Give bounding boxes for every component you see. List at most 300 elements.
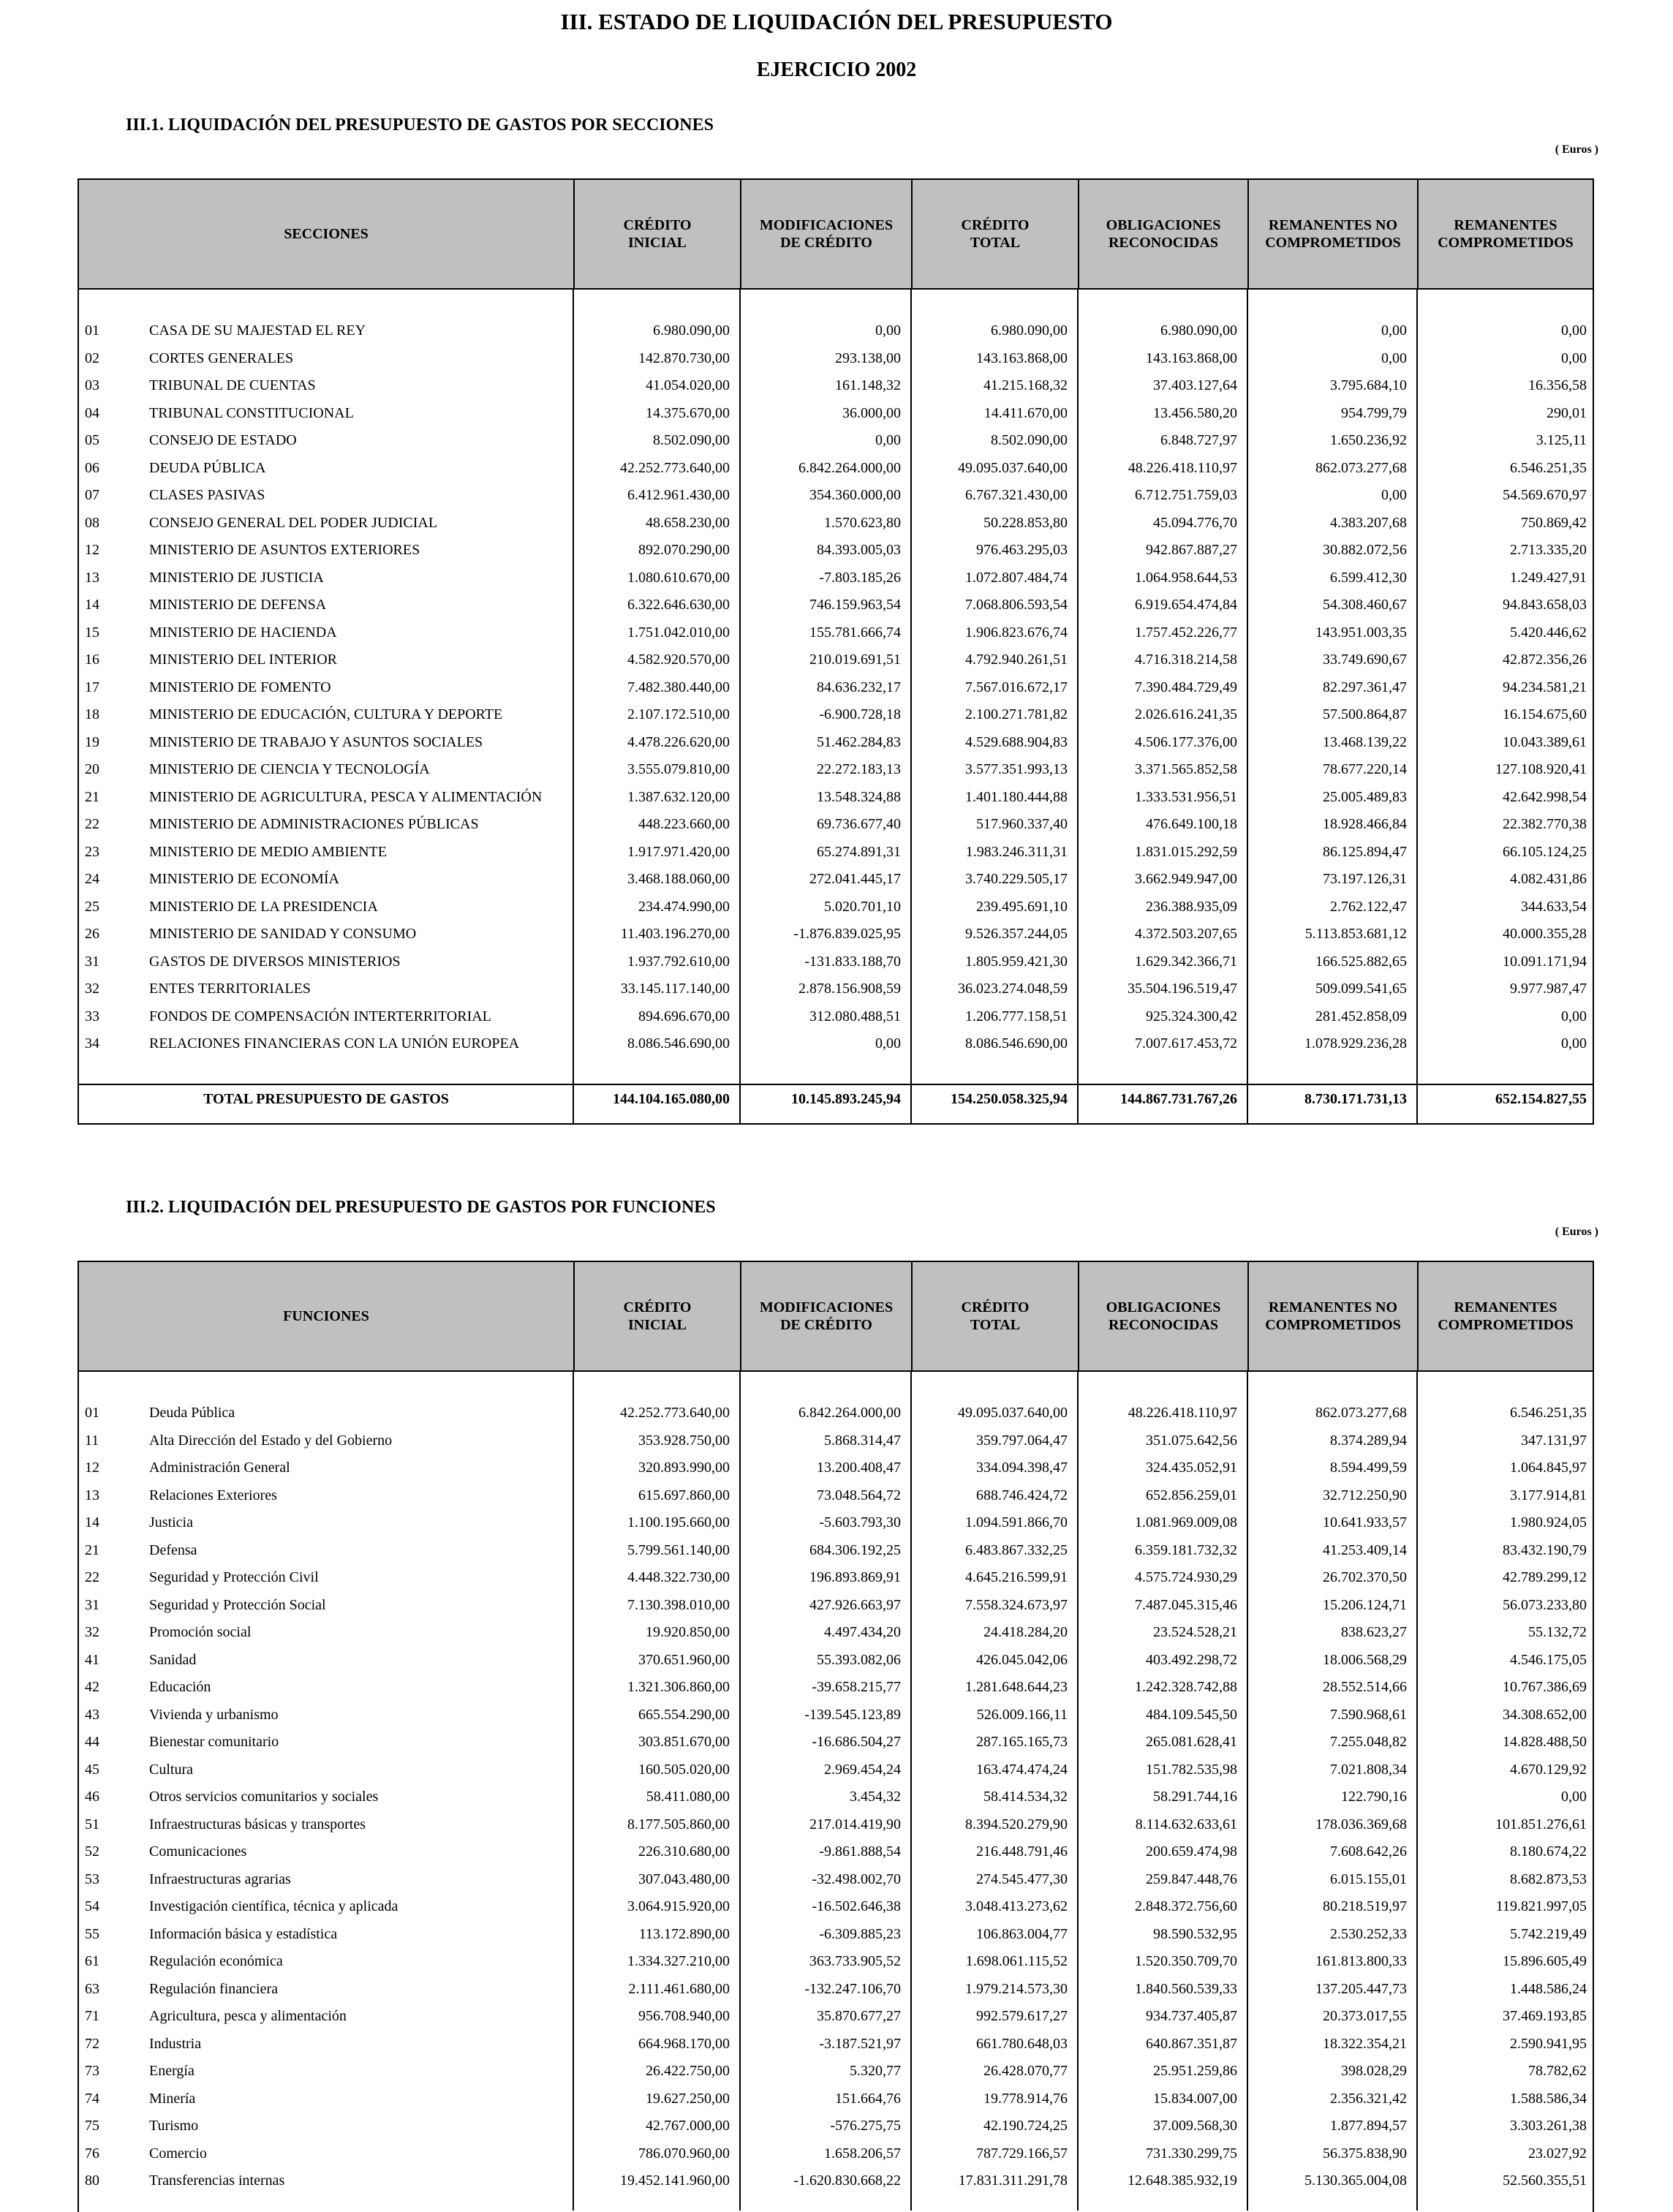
row-value: 58.291.744,16 — [1153, 1789, 1237, 1805]
column-header: CRÉDITO INICIAL — [573, 1262, 740, 1370]
row-value: 0,00 — [1561, 1035, 1587, 1052]
row-value: 69.736.677,40 — [817, 816, 901, 832]
row-value: 7.590.968,61 — [1330, 1706, 1407, 1723]
row-value: 14.828.488,50 — [1503, 1734, 1587, 1750]
row-value: 4.448.322.730,00 — [627, 1569, 730, 1585]
row-value: 398.028,29 — [1341, 2063, 1407, 2079]
row-value: 8.086.546.690,00 — [965, 1035, 1068, 1052]
row-value: 8.086.546.690,00 — [627, 1035, 730, 1052]
row-code: 43 — [85, 1706, 99, 1723]
row-value: 1.751.042.010,00 — [627, 624, 730, 641]
row-value: 143.951.003,35 — [1315, 624, 1407, 641]
row-name: MINISTERIO DE FOMENTO — [149, 679, 331, 695]
table-row — [79, 540, 1593, 567]
row-value: -3.187.521,97 — [819, 2035, 901, 2052]
row-value: 41.054.020,00 — [646, 377, 730, 393]
row-value: 10.043.389,61 — [1503, 733, 1587, 750]
row-value: 142.870.730,00 — [638, 350, 730, 366]
row-value: 259.847.448,76 — [1146, 1871, 1237, 1887]
row-value: 347.131,97 — [1521, 1432, 1587, 1449]
row-value: 1.831.015.292,59 — [1135, 843, 1237, 860]
row-value: 5.420.446,62 — [1510, 624, 1587, 641]
row-value: 6.842.264.000,00 — [798, 1405, 901, 1421]
row-code: 74 — [85, 2090, 99, 2107]
table-row — [79, 567, 1593, 595]
row-value: 30.882.072,56 — [1323, 542, 1407, 558]
row-value: 55.132,72 — [1528, 1624, 1587, 1640]
table-row — [79, 2170, 1593, 2198]
row-code: 13 — [85, 1487, 99, 1503]
row-value: 18.928.466,84 — [1323, 816, 1407, 832]
row-value: 33.145.117.140,00 — [620, 981, 730, 997]
row-value: 42.252.773.640,00 — [620, 1405, 730, 1421]
row-value: 954.799,79 — [1341, 404, 1407, 421]
row-value: 307.043.480,00 — [638, 1871, 730, 1887]
table-row — [79, 1979, 1593, 2007]
row-value: 2.878.156.908,59 — [798, 981, 901, 997]
row-value: 36.000,00 — [842, 404, 901, 421]
row-value: 787.729.166,57 — [976, 2145, 1068, 2162]
section1-units: ( Euros ) — [1555, 143, 1598, 156]
table-row — [79, 951, 1593, 979]
row-value: 9.977.987,47 — [1510, 981, 1587, 997]
row-value: 13.548.324,88 — [817, 788, 901, 805]
row-value: 6.919.654.474,84 — [1135, 597, 1237, 613]
row-value: 3.795.684,10 — [1330, 377, 1407, 393]
row-value: 1.906.823.676,74 — [965, 624, 1068, 641]
row-value: 4.716.318.214,58 — [1135, 652, 1237, 668]
row-name: MINISTERIO DE JUSTICIA — [149, 569, 324, 586]
row-value: 8.177.505.860,00 — [627, 1816, 730, 1832]
row-value: 4.529.688.904,83 — [965, 733, 1068, 750]
row-value: 216.448.791,46 — [976, 1843, 1068, 1860]
row-name: Justicia — [149, 1514, 193, 1530]
row-value: 1.448.586,24 — [1510, 1980, 1587, 1997]
row-value: 25.005.489,83 — [1323, 788, 1407, 805]
row-value: 3.371.565.852,58 — [1135, 761, 1237, 777]
row-value: 517.960.337,40 — [976, 816, 1068, 832]
row-value: 324.435.052,91 — [1146, 1460, 1237, 1476]
row-value: 161.813.800,33 — [1315, 1953, 1407, 1969]
row-value: 0,00 — [875, 432, 901, 448]
row-value: 10.641.933,57 — [1323, 1514, 1407, 1530]
row-value: 3.064.915.920,00 — [627, 1898, 730, 1914]
row-value: 151.664,76 — [835, 2090, 901, 2107]
row-value: 0,00 — [875, 322, 901, 339]
row-name: Alta Dirección del Estado y del Gobierno — [149, 1432, 393, 1449]
row-value: 7.390.484.729,49 — [1135, 679, 1237, 695]
table-row — [79, 2034, 1593, 2061]
row-value: 4.478.226.620,00 — [627, 733, 730, 750]
row-value: 26.702.370,50 — [1323, 1569, 1407, 1585]
row-value: 16.356,58 — [1528, 377, 1587, 393]
table-row — [79, 1650, 1593, 1677]
row-value: 0,00 — [1561, 350, 1587, 366]
row-value: 56.073.233,80 — [1503, 1596, 1587, 1613]
table-row — [79, 2115, 1593, 2143]
column-header: MODIFICACIONES DE CRÉDITO — [740, 180, 911, 288]
row-value: 1.570.623,80 — [824, 514, 901, 531]
row-value: 293.138,00 — [835, 350, 901, 366]
row-value: 42.642.998,54 — [1503, 788, 1587, 805]
row-value: 7.482.380.440,00 — [627, 679, 730, 695]
row-code: 04 — [85, 404, 99, 421]
row-name: Relaciones Exteriores — [149, 1487, 277, 1503]
row-code: 54 — [85, 1898, 99, 1914]
row-value: 0,00 — [1561, 1008, 1587, 1024]
row-value: 1.877.894,57 — [1330, 2118, 1407, 2134]
row-name: Comunicaciones — [149, 1843, 247, 1860]
row-code: 14 — [85, 1514, 99, 1530]
row-value: 1.100.195.660,00 — [627, 1514, 730, 1530]
row-value: 42.190.724,25 — [983, 2118, 1068, 2134]
row-code: 06 — [85, 459, 99, 476]
row-name: CORTES GENERALES — [149, 350, 294, 366]
row-name: Deuda Pública — [149, 1405, 235, 1421]
row-value: 894.696.670,00 — [638, 1008, 730, 1024]
row-code: 18 — [85, 706, 99, 722]
table-row — [79, 1705, 1593, 1732]
row-value: 73.048.564,72 — [817, 1487, 901, 1503]
row-value: 1.321.306.860,00 — [627, 1679, 730, 1695]
row-code: 22 — [85, 816, 99, 832]
row-value: 363.733.905,52 — [809, 1953, 901, 1969]
row-name: Turismo — [149, 2118, 199, 2134]
row-value: 155.781.666,74 — [809, 624, 901, 641]
row-value: 84.636.232,17 — [817, 679, 901, 695]
row-name: MINISTERIO DE AGRICULTURA, PESCA Y ALIMENTACIÓN — [149, 788, 543, 805]
row-value: 2.107.172.510,00 — [627, 706, 730, 722]
row-value: 1.064.845,97 — [1510, 1460, 1587, 1476]
row-code: 21 — [85, 788, 99, 805]
row-value: 661.780.648,03 — [976, 2035, 1068, 2052]
document-subtitle: EJERCICIO 2002 — [756, 58, 917, 81]
row-name: Industria — [149, 2035, 202, 2052]
row-value: 4.582.920.570,00 — [627, 652, 730, 668]
row-value: 45.094.776,70 — [1153, 514, 1237, 531]
row-value: 303.851.670,00 — [638, 1734, 730, 1750]
table-row — [79, 1814, 1593, 1842]
row-name: FONDOS DE COMPENSACIÓN INTERTERRITORIAL — [149, 1008, 491, 1024]
row-name: Defensa — [149, 1541, 197, 1558]
row-name: Seguridad y Protección Social — [149, 1596, 326, 1613]
row-value: 1.629.342.366,71 — [1135, 953, 1237, 970]
row-value: 14.411.670,00 — [983, 404, 1068, 421]
table-row — [79, 869, 1593, 896]
row-value: 78.782,62 — [1528, 2063, 1587, 2079]
table-row — [79, 1677, 1593, 1705]
table-row — [79, 2088, 1593, 2116]
row-name: TRIBUNAL DE CUENTAS — [149, 377, 316, 393]
row-value: 1.650.236,92 — [1330, 432, 1407, 448]
row-code: 31 — [85, 1596, 99, 1613]
row-value: 6.842.264.000,00 — [798, 459, 901, 476]
row-value: 58.414.534,32 — [983, 1789, 1068, 1805]
row-value: 234.474.990,00 — [638, 898, 730, 915]
row-value: 862.073.277,68 — [1315, 1405, 1407, 1421]
row-name: MINISTERIO DE EDUCACIÓN, CULTURA Y DEPORTE — [149, 706, 503, 722]
row-value: 65.274.891,31 — [817, 843, 901, 860]
column-header: REMANENTES NO COMPROMETIDOS — [1247, 180, 1417, 288]
row-value: 1.206.777.158,51 — [965, 1008, 1068, 1024]
row-value: 19.920.850,00 — [646, 1624, 730, 1640]
table-row — [79, 485, 1593, 513]
row-value: 217.014.419,90 — [809, 1816, 901, 1832]
row-value: 210.019.691,51 — [809, 652, 901, 668]
row-code: 12 — [85, 542, 99, 558]
row-value: 6.712.751.759,03 — [1135, 487, 1237, 503]
row-value: 1.698.061.115,52 — [965, 1953, 1068, 1969]
row-value: 8.180.674,22 — [1510, 1843, 1587, 1860]
row-name: MINISTERIO DE SANIDAD Y CONSUMO — [149, 926, 417, 942]
table-row — [79, 1951, 1593, 1979]
row-value: 14.375.670,00 — [646, 404, 730, 421]
row-name: ENTES TERRITORIALES — [149, 981, 311, 997]
row-value: 509.099.541,65 — [1315, 981, 1407, 997]
row-name: CONSEJO DE ESTADO — [149, 432, 297, 448]
row-value: 196.893.869,91 — [809, 1569, 901, 1585]
row-value: 1.979.214.573,30 — [965, 1980, 1068, 1997]
row-value: 615.697.860,00 — [638, 1487, 730, 1503]
row-value: 98.590.532,95 — [1153, 1925, 1237, 1942]
row-code: 22 — [85, 1569, 99, 1585]
row-code: 05 — [85, 432, 99, 448]
row-value: -5.603.793,30 — [819, 1514, 901, 1530]
row-code: 61 — [85, 1953, 99, 1969]
row-value: 1.658.206,57 — [824, 2145, 901, 2162]
row-value: 354.360.000,00 — [809, 487, 901, 503]
row-name: Transferencias internas — [149, 2173, 285, 2189]
column-header: SECCIONES — [284, 226, 369, 242]
row-value: -576.275,75 — [830, 2118, 901, 2134]
row-value: 351.075.642,56 — [1146, 1432, 1237, 1449]
row-name: Sanidad — [149, 1651, 197, 1668]
row-value: 54.569.670,97 — [1503, 487, 1587, 503]
row-value: 143.163.868,00 — [976, 350, 1068, 366]
row-value: 18.322.354,21 — [1323, 2035, 1407, 2052]
row-code: 03 — [85, 377, 99, 393]
row-value: 7.558.324.673,97 — [965, 1596, 1068, 1613]
row-value: 3.177.914,81 — [1510, 1487, 1587, 1503]
row-name: GASTOS DE DIVERSOS MINISTERIOS — [149, 953, 401, 970]
row-value: 3.555.079.810,00 — [627, 761, 730, 777]
row-value: 15.896.605,49 — [1503, 1953, 1587, 1969]
row-value: 35.504.196.519,47 — [1128, 981, 1237, 997]
row-value: 892.070.290,00 — [638, 542, 730, 558]
row-value: 684.306.192,25 — [809, 1541, 901, 1558]
column-header: REMANENTES COMPROMETIDOS — [1417, 1262, 1593, 1370]
row-code: 75 — [85, 2118, 99, 2134]
row-value: 1.072.807.484,74 — [965, 569, 1068, 586]
row-value: 5.320,77 — [850, 2063, 901, 2079]
row-value: 1.334.327.210,00 — [627, 1953, 730, 1969]
row-value: 665.554.290,00 — [638, 1706, 730, 1723]
table-row — [79, 759, 1593, 787]
row-name: Minería — [149, 2090, 196, 2107]
table-row — [79, 896, 1593, 924]
row-value: 976.463.295,03 — [976, 542, 1068, 558]
row-value: -6.900.728,18 — [819, 706, 901, 722]
row-name: MINISTERIO DE TRABAJO Y ASUNTOS SOCIALES — [149, 733, 483, 750]
row-value: 3.048.413.273,62 — [965, 1898, 1068, 1914]
row-name: Administración General — [149, 1460, 290, 1476]
row-value: 3.662.949.947,00 — [1135, 871, 1237, 887]
row-value: 4.506.177.376,00 — [1135, 733, 1237, 750]
row-value: 127.108.920,41 — [1495, 761, 1587, 777]
row-value: 6.599.412,30 — [1330, 569, 1407, 586]
row-code: 15 — [85, 624, 99, 641]
row-code: 53 — [85, 1871, 99, 1887]
row-value: 427.926.663,97 — [809, 1596, 901, 1613]
table-row — [79, 1732, 1593, 1759]
row-value: 1.520.350.709,70 — [1135, 1953, 1237, 1969]
row-name: Vivienda y urbanismo — [149, 1706, 279, 1723]
row-value: -39.658.215,77 — [812, 1679, 901, 1695]
row-value: 992.579.617,27 — [976, 2008, 1068, 2024]
row-value: 4.645.216.599,91 — [965, 1569, 1068, 1585]
row-name: Bienestar comunitario — [149, 1734, 279, 1750]
row-value: 6.359.181.732,32 — [1135, 1541, 1237, 1558]
row-name: TRIBUNAL CONSTITUCIONAL — [149, 404, 354, 421]
row-name: CLASES PASIVAS — [149, 487, 265, 503]
row-name: MINISTERIO DEL INTERIOR — [149, 652, 338, 668]
row-value: 34.308.652,00 — [1503, 1706, 1587, 1723]
row-value: 7.007.617.453,72 — [1135, 1035, 1237, 1052]
table-row — [79, 348, 1593, 376]
row-value: 353.928.750,00 — [638, 1432, 730, 1449]
row-value: 2.356.321,42 — [1330, 2090, 1407, 2107]
row-code: 19 — [85, 733, 99, 750]
row-value: 4.497.434,20 — [824, 1624, 901, 1640]
row-value: 925.324.300,42 — [1146, 1008, 1237, 1024]
row-value: 5.742.219,49 — [1510, 1925, 1587, 1942]
row-value: 3.303.261,38 — [1510, 2118, 1587, 2134]
table-row — [79, 787, 1593, 815]
row-value: 942.867.887,27 — [1146, 542, 1237, 558]
row-value: 36.023.274.048,59 — [958, 981, 1068, 997]
row-value: 6.980.090,00 — [991, 322, 1068, 339]
column-header: OBLIGACIONES RECONOCIDAS — [1078, 180, 1247, 288]
row-value: 122.790,16 — [1341, 1789, 1407, 1805]
row-value: 526.009.166,11 — [976, 1706, 1068, 1723]
row-value: 476.649.100,18 — [1146, 816, 1237, 832]
row-code: 21 — [85, 1541, 99, 1558]
row-name: Regulación económica — [149, 1953, 283, 1969]
row-value: 22.272.183,13 — [817, 761, 901, 777]
row-name: RELACIONES FINANCIERAS CON LA UNIÓN EUROPEA — [149, 1035, 520, 1052]
row-value: 5.868.314,47 — [824, 1432, 901, 1449]
row-value: 101.851.276,61 — [1495, 1816, 1587, 1832]
row-value: 1.242.328.742,88 — [1135, 1679, 1237, 1695]
row-value: 49.095.037.640,00 — [958, 459, 1068, 476]
row-value: 37.403.127,64 — [1153, 377, 1237, 393]
row-value: 1.805.959.421,30 — [965, 953, 1068, 970]
table-row — [79, 1033, 1593, 1061]
table-row — [79, 1430, 1593, 1458]
row-code: 52 — [85, 1843, 99, 1860]
row-name: MINISTERIO DE LA PRESIDENCIA — [149, 898, 378, 915]
row-value: 1.081.969.009,08 — [1135, 1514, 1237, 1530]
row-value: 370.651.960,00 — [638, 1651, 730, 1668]
total-value: 144.867.731.767,26 — [1120, 1091, 1237, 1107]
row-name: Cultura — [149, 1761, 193, 1778]
row-value: 33.749.690,67 — [1323, 652, 1407, 668]
document-title: III. ESTADO DE LIQUIDACIÓN DEL PRESUPUESTO — [560, 9, 1113, 34]
row-value: -7.803.185,26 — [819, 569, 901, 586]
row-value: 7.255.048,82 — [1330, 1734, 1407, 1750]
row-code: 31 — [85, 953, 99, 970]
row-value: 6.848.727,97 — [1160, 432, 1237, 448]
row-name: Investigación científica, técnica y aplicada — [149, 1898, 399, 1914]
row-value: 151.782.535,98 — [1146, 1761, 1237, 1778]
row-code: 46 — [85, 1789, 99, 1805]
table-row — [79, 622, 1593, 650]
table-row — [79, 1896, 1593, 1924]
row-value: 4.082.431,86 — [1510, 871, 1587, 887]
row-value: 8.594.499,59 — [1330, 1460, 1407, 1476]
row-code: 32 — [85, 1624, 99, 1640]
row-value: 10.091.171,94 — [1503, 953, 1587, 970]
row-code: 02 — [85, 350, 99, 366]
row-value: 1.937.792.610,00 — [627, 953, 730, 970]
row-name: Otros servicios comunitarios y sociales — [149, 1789, 379, 1805]
row-value: -139.545.123,89 — [804, 1706, 901, 1723]
row-value: 731.330.299,75 — [1146, 2145, 1237, 2162]
row-value: 7.130.398.010,00 — [627, 1596, 730, 1613]
row-code: 16 — [85, 652, 99, 668]
row-value: 1.401.180.444,88 — [965, 788, 1068, 805]
row-value: 274.545.477,30 — [976, 1871, 1068, 1887]
row-name: Agricultura, pesca y alimentación — [149, 2008, 347, 2024]
table-header — [79, 1262, 1593, 1372]
row-value: 320.893.990,00 — [638, 1460, 730, 1476]
table-row — [79, 1403, 1593, 1430]
row-value: 54.308.460,67 — [1323, 597, 1407, 613]
row-value: 80.218.519,97 — [1323, 1898, 1407, 1914]
table-row — [79, 1567, 1593, 1595]
row-code: 73 — [85, 2063, 99, 2079]
row-value: 312.080.488,51 — [809, 1008, 901, 1024]
row-value: 20.373.017,55 — [1323, 2008, 1407, 2024]
row-value: 16.154.675,60 — [1503, 706, 1587, 722]
section2-title: III.2. LIQUIDACIÓN DEL PRESUPUESTO DE GASTOS POR FUNCIONES — [126, 1198, 716, 1217]
table-row — [79, 1595, 1593, 1623]
table-row — [79, 594, 1593, 622]
row-value: 2.762.122,47 — [1330, 898, 1407, 915]
row-value: 22.382.770,38 — [1503, 816, 1587, 832]
row-value: -132.247.106,70 — [804, 1980, 901, 1997]
row-code: 45 — [85, 1761, 99, 1778]
row-name: MINISTERIO DE ASUNTOS EXTERIORES — [149, 542, 420, 558]
row-value: 2.713.335,20 — [1510, 542, 1587, 558]
row-value: 9.526.357.244,05 — [965, 926, 1068, 942]
row-value: 403.492.298,72 — [1146, 1651, 1237, 1668]
row-value: 66.105.124,25 — [1503, 843, 1587, 860]
row-value: 5.130.365.004,08 — [1304, 2173, 1407, 2189]
column-header: REMANENTES COMPROMETIDOS — [1417, 180, 1593, 288]
row-value: 0,00 — [1381, 487, 1407, 503]
row-value: 426.045.042,06 — [976, 1651, 1068, 1668]
row-value: 3.740.229.505,17 — [965, 871, 1068, 887]
row-value: 1.281.648.644,23 — [965, 1679, 1068, 1695]
row-value: 73.197.126,31 — [1323, 871, 1407, 887]
row-value: 6.412.961.430,00 — [627, 487, 730, 503]
row-value: 49.095.037.640,00 — [958, 1405, 1068, 1421]
row-code: 42 — [85, 1679, 99, 1695]
row-value: 18.006.568,29 — [1323, 1651, 1407, 1668]
row-value: 17.831.311.291,78 — [958, 2173, 1068, 2189]
row-value: 6.546.251,35 — [1510, 1405, 1587, 1421]
